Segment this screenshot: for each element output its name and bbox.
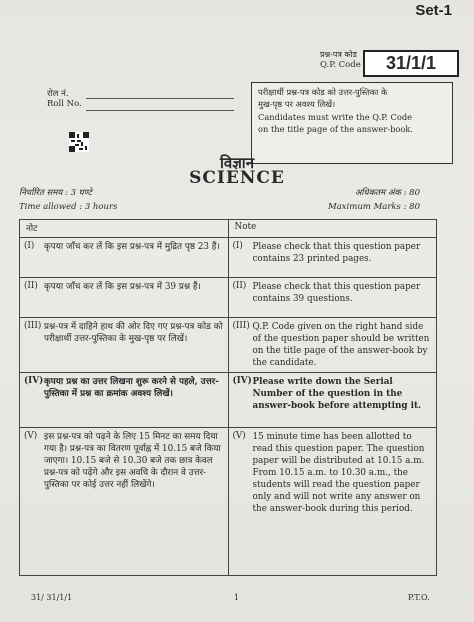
note-text: कृपया जाँच कर लें कि इस प्रश्न-पत्र में 39 प्रश्न हैं।	[44, 282, 201, 292]
time-allowed-hindi: निर्धारित समय : 3 घण्टे	[19, 188, 92, 198]
notes-header: Note	[228, 220, 437, 238]
note-cell-english	[228, 318, 437, 373]
footer-code: 31/ 31/1/1	[31, 593, 73, 602]
note-text: कृपया प्रश्न का उत्तर लिखना शुरू करने से पहले, उत्तर-पुस्तिका में प्रश्न का क्रमांक अवश्य लिखें।	[44, 377, 219, 399]
note-text: Please check that this question paper contains 23 printed pages.	[252, 242, 421, 264]
table-row	[20, 318, 437, 373]
note-cell-english	[228, 428, 437, 576]
note-cell-hindi	[20, 238, 229, 278]
max-marks: Maximum Marks : 80	[327, 202, 420, 212]
note-text: प्रश्न-पत्र में दाहिने हाथ की ओर दिए गए प्रश्न-पत्र कोड को परीक्षार्थी उत्तर-पुस्तिका के मुख-पृष्ठ पर लिखें।	[44, 322, 223, 344]
roll-label-hindi: रोल नं.	[47, 89, 69, 99]
note-cell-hindi	[20, 318, 229, 373]
note-cell-hindi	[20, 278, 229, 318]
table-row	[20, 278, 437, 318]
table-row	[20, 373, 437, 428]
note-number: (V)	[232, 431, 246, 441]
roll-number-line	[86, 98, 234, 99]
note-number: (II)	[232, 281, 247, 291]
note-number: (IV)	[24, 376, 44, 386]
time-allowed: Time allowed : 3 hours	[19, 202, 118, 212]
note-text: कृपया जाँच कर लें कि इस प्रश्न-पत्र में मुद्रित पृष्ठ 23 हैं।	[44, 242, 220, 252]
qr-code-icon	[69, 132, 89, 152]
note-cell-hindi	[20, 428, 229, 576]
qp-code-label-hindi: प्रश्न-पत्र कोड	[320, 50, 357, 59]
instruction-box	[251, 82, 453, 164]
table-row	[20, 238, 437, 278]
page-number: 1	[234, 593, 240, 602]
note-text: 15 minute time has been allotted to read this question paper. The question paper will be distributed at 10.15 a.m. From 10.15 a.m. to 10.30 a.m., the students will read the question paper only and will not write any answer on the answer-book during this period.	[252, 432, 425, 514]
max-marks-hindi: अधिकतम अंक : 80	[354, 188, 420, 198]
note-number: (III)	[24, 321, 42, 331]
note-text: Please check that this question paper contains 39 questions.	[252, 282, 421, 304]
note-number: (II)	[24, 281, 38, 291]
table-row	[20, 428, 437, 576]
instruction-en-line: on the title page of the answer-book.	[258, 124, 414, 134]
qp-code-box: 31/1/1	[363, 50, 459, 77]
title-science: SCIENCE	[189, 168, 285, 188]
note-number: (I)	[24, 241, 35, 251]
notes-table	[19, 219, 437, 576]
notes-header-hindi: नोट	[20, 220, 229, 238]
title-hindi: विज्ञान	[219, 154, 255, 172]
note-cell-english	[228, 373, 437, 428]
note-number: (V)	[24, 431, 38, 441]
instruction-hindi-line: परीक्षार्थी प्रश्न-पत्र कोड को उत्तर-पुस्तिका के	[258, 87, 388, 97]
pto-label: P.T.O.	[408, 593, 430, 602]
roll-label: Roll No.	[47, 99, 82, 109]
note-cell-english	[228, 238, 437, 278]
roll-number-line	[86, 110, 234, 111]
note-number: (I)	[232, 241, 243, 251]
note-cell-english	[228, 278, 437, 318]
note-text: Please write down the Serial Number of the question in the answer-book before attempting it.	[252, 377, 422, 411]
note-number: (IV)	[232, 376, 252, 386]
set-label: Set-1	[415, 2, 452, 19]
note-number: (III)	[232, 321, 250, 331]
note-cell-hindi	[20, 373, 229, 428]
instruction-en-line: Candidates must write the Q.P. Code	[258, 112, 413, 122]
note-text: Q.P. Code given on the right hand side of the question paper should be written on the title page of the answer-book by the candidate.	[252, 322, 430, 368]
instruction-hindi-line: मुख-पृष्ठ पर अवश्य लिखें।	[258, 99, 336, 109]
note-text: इस प्रश्न-पत्र को पढ़ने के लिए 15 मिनट का समय दिया गया है। प्रश्न-पत्र का वितरण पूर्वाह्न में 10.15 बजे किया जाएगा। 10.15 बजे से 10.30 बजे तक छात्र केवल प्रश्न-पत्र को पढ़ेंगे और इस अवधि के दौरान वे उत्तर-पुस्तिका पर कोई उत्तर नहीं लिखेंगे।	[44, 432, 221, 490]
qp-code-label: Q.P. Code	[320, 60, 361, 70]
